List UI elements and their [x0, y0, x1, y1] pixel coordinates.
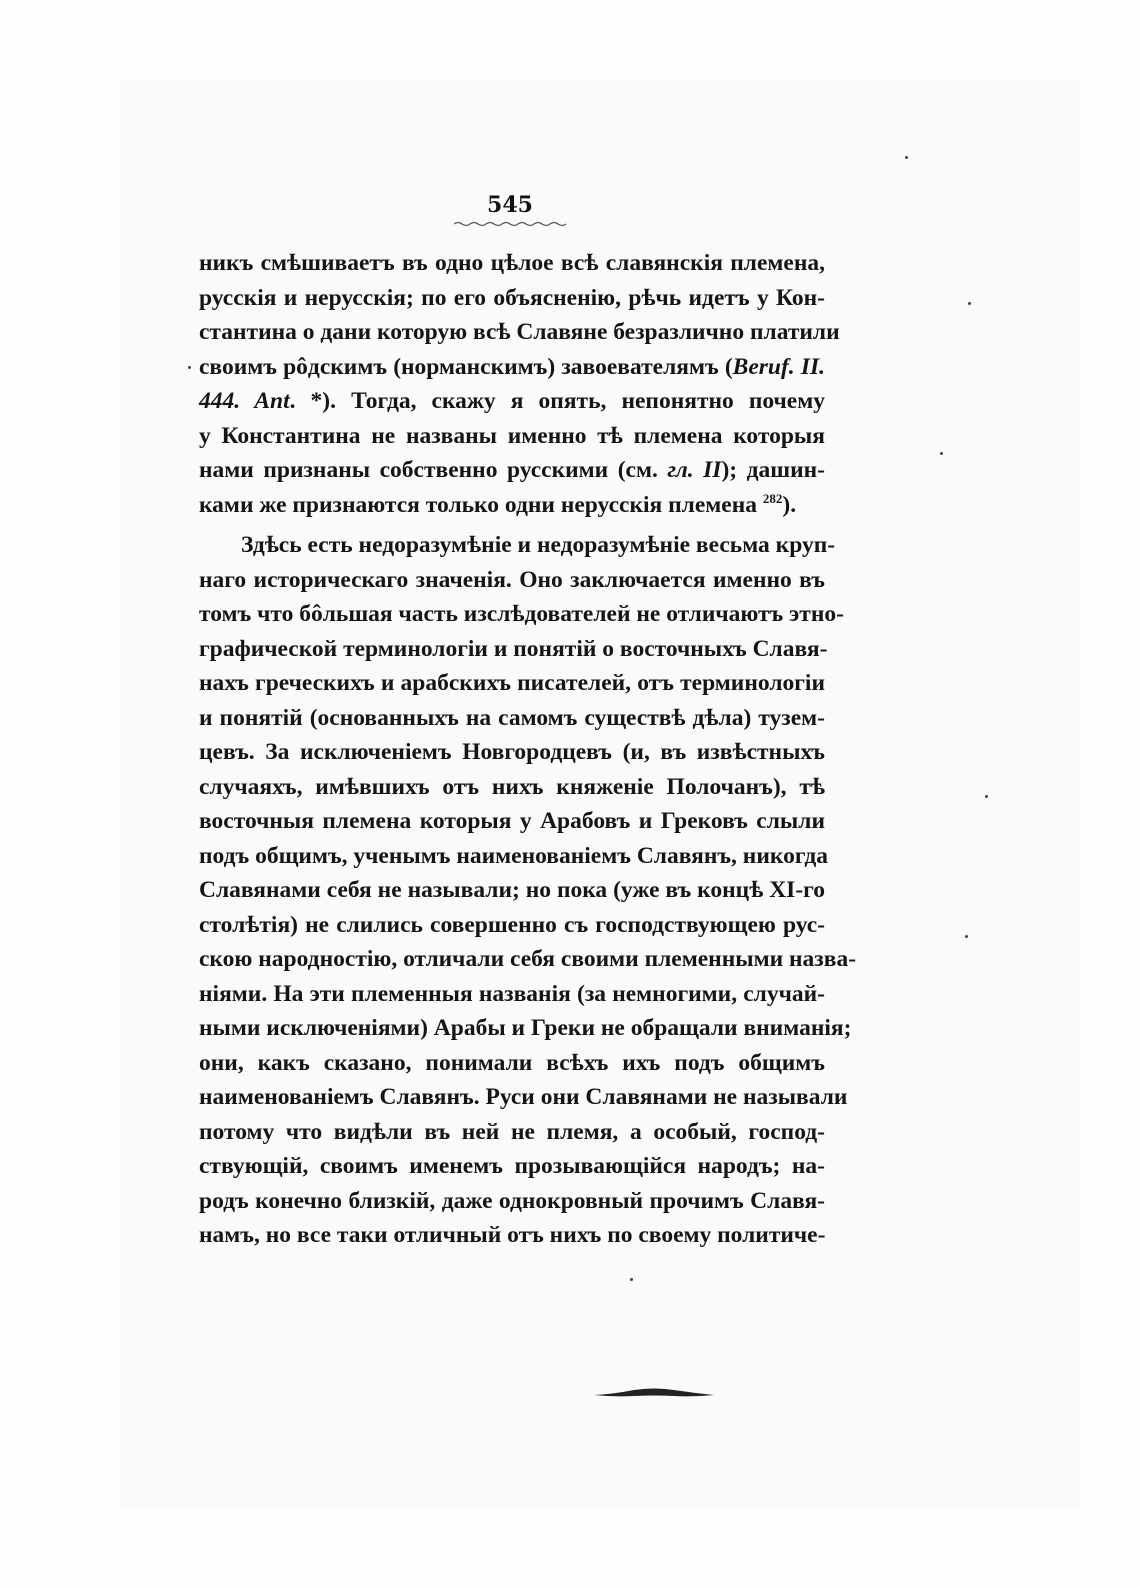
text-line: ніями. На эти племенныя названія (за немногими, случай-: [199, 980, 825, 1007]
text-line: потому что видѣли въ ней не племя, а особый, господ-: [199, 1118, 825, 1145]
text-line: столѣтія) не слились совершенно съ господствующею рус-: [199, 911, 825, 938]
text-line: томъ что бôльшая часть изслѣдователей не отличаютъ этно-: [199, 601, 844, 627]
text-line: намъ, но все таки отличный отъ нихъ по своему политиче-: [199, 1222, 826, 1248]
text-line: графической терминологіи и понятій о восточныхъ Славя-: [199, 635, 828, 662]
scan-speck: [985, 795, 988, 798]
text-line: Здѣсь есть недоразумѣніе и недоразумѣніе весьма круп-: [241, 532, 836, 558]
text-line: русскія и нерусскія; по его объясненію, рѣчь идетъ у Кон-: [199, 284, 825, 311]
text-line: Славянами себя не называли; но пока (уже въ концѣ XI-го: [199, 877, 825, 903]
text-line: случаяхъ, имѣвшихъ отъ нихъ княженіе Полочанъ), тѣ: [199, 773, 825, 800]
text-line: нахъ греческихъ и арабскихъ писателей, отъ терминологіи: [199, 670, 825, 696]
text-line: ками же признаются только одни нерусскія племена $^{282}$).: [199, 490, 797, 518]
text-line: никъ смѣшиваетъ въ одно цѣлое всѣ славянскія племена,: [199, 250, 825, 276]
scan-speck: [188, 366, 191, 369]
text-line: ствующій, своимъ именемъ прозывающійся народъ; на-: [199, 1153, 825, 1179]
text-line: цевъ. За исключеніемъ Новгородцевъ (и, въ извѣстныхъ: [199, 739, 825, 765]
text-line: скою народностію, отличали себя своими племенными назва-: [199, 946, 857, 972]
text-line: восточныя племена которыя у Арабовъ и Грековъ слыли: [199, 808, 825, 834]
end-ornament: [594, 1386, 714, 1400]
footnote-reference: 282: [762, 490, 783, 506]
text-line: у Константина не названы именно тѣ племена которыя: [199, 422, 825, 449]
page-number: 545: [487, 192, 533, 218]
text-line: стантина о дани которую всѣ Славяне безразлично платили: [199, 319, 840, 345]
text-line: и понятій (основанныхъ на самомъ существѣ дѣла) тузем-: [199, 704, 825, 731]
text-line: нами признаны собственно русскими (см. гл. II); дашин-: [199, 457, 825, 483]
scan-speck: [940, 452, 943, 455]
text-line: родъ конечно близкій, даже однокровный прочимъ Славя-: [199, 1187, 825, 1214]
text-line: наго историческаго значенія. Оно заключается именно въ: [199, 566, 825, 593]
page-number-ornament: [454, 221, 568, 227]
scan-speck: [905, 156, 908, 159]
scan-speck: [968, 302, 971, 305]
text-line: они, какъ сказано, понимали всѣхъ ихъ подъ общимъ: [199, 1049, 825, 1076]
text-line: своимъ рôдскимъ (норманскимъ) завоевателямъ (Beruf. II.: [199, 353, 825, 380]
text-line: ными исключеніями) Арабы и Греки не обращали вниманія;: [199, 1015, 852, 1041]
body-text: [199, 246, 857, 1253]
scan-speck: [630, 1278, 633, 1281]
text-line: наименованіемъ Славянъ. Руси они Славянами не называли: [199, 1084, 848, 1110]
text-line: 444. Ant. *). Тогда, скажу я опять, непонятно почему: [199, 388, 825, 414]
text-line: подъ общимъ, ученымъ наименованіемъ Славянъ, никогда: [199, 842, 829, 869]
scan-speck: [965, 935, 968, 938]
